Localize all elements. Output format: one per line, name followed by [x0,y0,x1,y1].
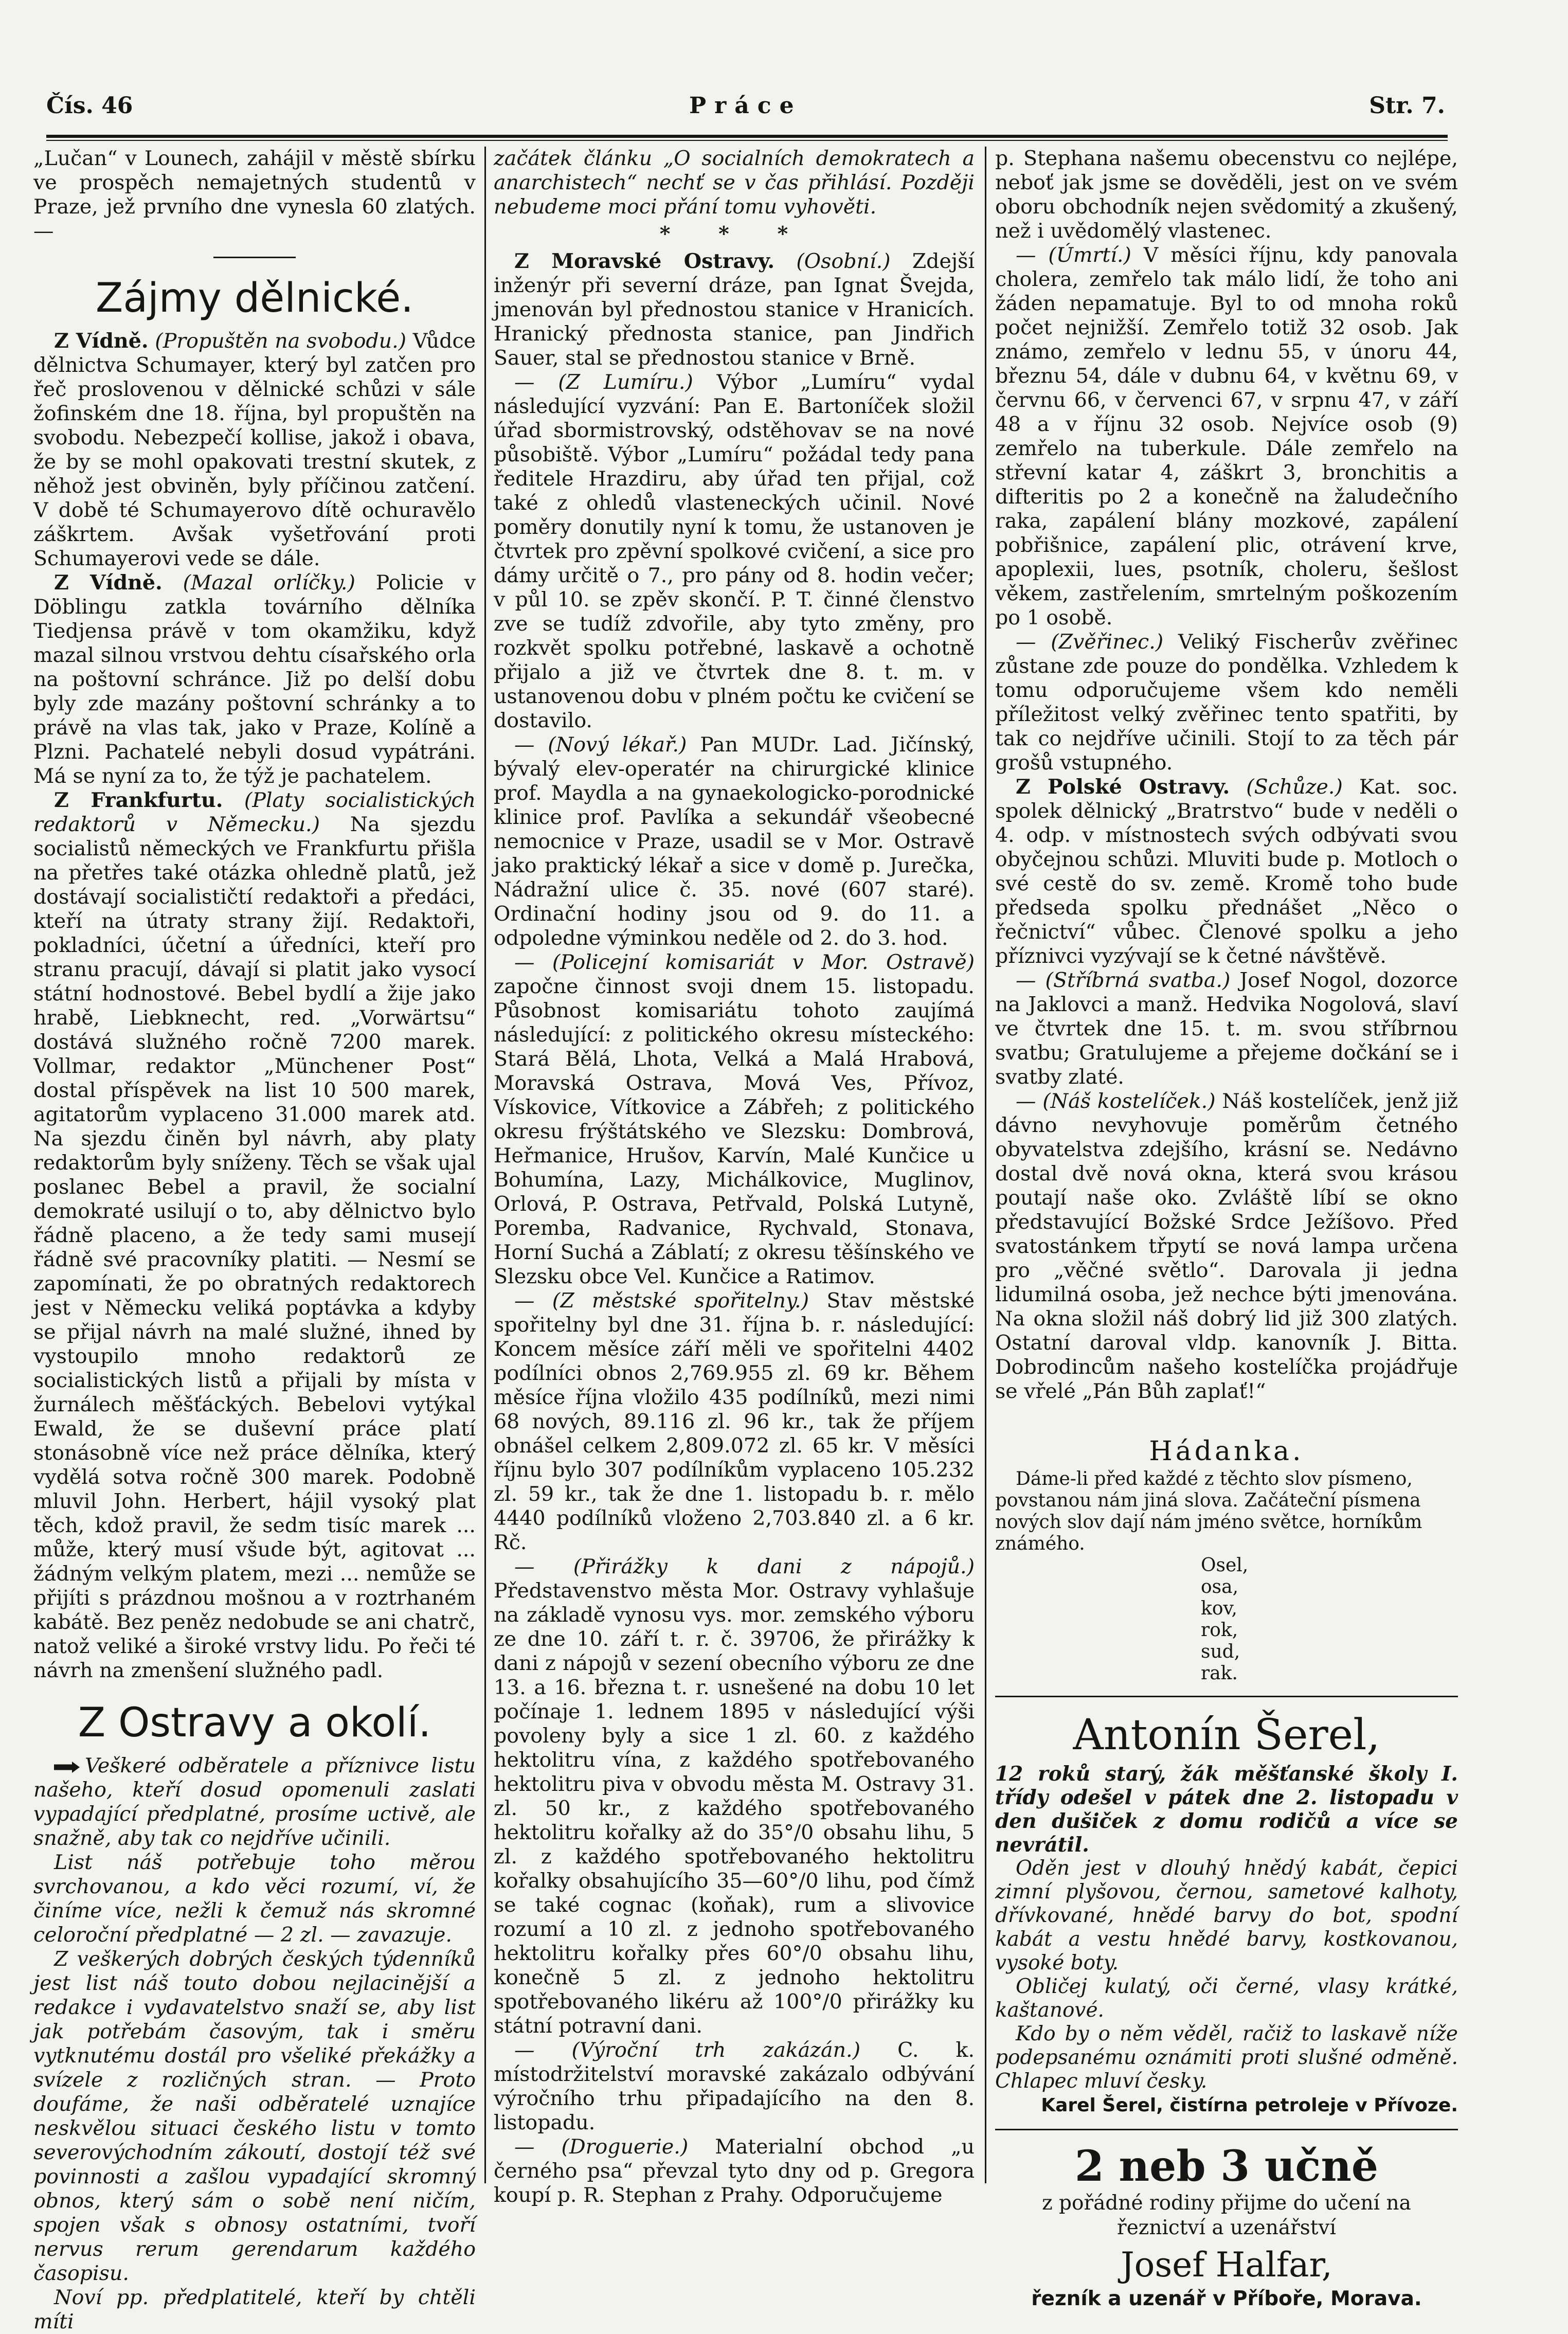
article-lumir: — (Z Lumíru.) Výbor „Lumíru“ vydal následující vyzvání: Pan E. Bartoníček složil úřad sbormistrovský, odstěhovav se na nové působiště. Výbor „Lumíru“ požádal tedy pana ředitele Hrazdiru, aby úřad ten přijal, což také z ohledů vlasteneckých učinil. Nové poměry donutily nyní k tomu, že ustanoven je čtvrtek pro zpěvní spolkové cvičení, a sice pro dámy určitě o 7., pro pány od 8. hodin večer; v půl 10. se zpěv skončí. P. T. činné členstvo zve se tudíž zdvořile, aby tyto změny, pro rozkvět spolku potřebné, laskavě a ochotně přijalo a již ve čtvrtek dne 8. t. m. v ustanovenou dobu v plném počtu ke cvičení se dostavilo. [494,370,975,732]
notice-subscribers-3: Z veškerých dobrých českých týdenníků jest list náš touto dobou nejlacinější a redakce i vydavatelstvo snaží se, aby list jak potřebám časovým, tak i směru vytknutému dostál pro všeliké překážky a svízele z rozličných stran. — Proto doufáme, že naši odběratelé uznajíce neskvělou situaci českého listu v tomto severovýchodním zákoutí, dostojí též své povinnosti a zašlou vypadající skromný obnos, který sám o sobě není ničím, spojen však s obnosy ostatními, tvoří nervus rerum gerendarum každého časopisu. [33,1947,476,2285]
notice-subscribers-2: List náš potřebuje toho měrou svrchovanou, a kdo věci rozumí, ví, že činíme více, nežli k čemuž nás skromné celoroční předplatné — 2 zl. — zavazuje. [33,1851,476,1947]
section-divider [213,257,296,258]
notice-subscribers-4: Noví pp. předplatitelé, kteří by chtěli míti [33,2286,476,2333]
notice-subscribers-1: Veškeré odběratele a příznivce listu našeho, kteří dosud opomenuli zaslati vypadající předplatné, prosíme uctivě, ale snažně, aby tak co nejdříve učinili. [33,1754,476,1850]
ad-missing-contact: Kdo by o něm věděl, račiž to laskavě níže podepsanému oznámiti proti slušné odměně. Chlapec mluví česky. [995,2022,1458,2093]
page-number: Str. 7. [1369,93,1445,119]
newspaper-title: Práce [689,93,802,119]
column-divider [484,147,486,2183]
article-continuation: „Lučan“ v Lounech, zahájil v městě sbírku ve prospěch nemajetných studentů v Praze, jež prvního dne vynesla 60 zlatých. — [33,147,476,243]
ad-missing-clothing: Oděn jest v dlouhý hnědý kabát, čepici zimní plyšovou, černou, sametové kalhoty, dřívkované, hnědé barvy do bot, spodní kabát a vestu hnědé barvy, kostkovanou, vysoké boty. [995,1857,1458,1974]
article-novy-lekar: — (Nový lékař.) Pan MUDr. Lad. Jičínský, bývalý elev-operatér na chirurgické klinice prof. Maydla a na gynaekologicko-porodnické klinice prof. Pavlíka a sekundář všeobecné nemocnice v Praze, usadil se v Mor. Ostravě jako praktický lékař a sice v domě p. Jurečka, Nádražní ulice č. 35. nové (607 staré). Ordinační hodiny jsou od 9. do 11. a odpoledne výminkou neděle od 2. do 3. hod. [494,733,975,950]
page-header [46,93,1445,129]
riddle-word: osa, [1201,1576,1239,1597]
riddle-word: rok, [1201,1620,1238,1641]
article-umrti: — (Úmrtí.) V měsíci říjnu, kdy panovala cholera, zemřelo tak málo lidí, že toho ani žáden nepamatuje. Byl to od mnoha roků počet nejnižší. Zemřelo totiž 32 osob. Jak známo, zemřelo v lednu 55, v únoru 44, březnu 54, dále v dubnu 64, v květnu 69, v červnu 66, v červenci 67, v srpnu 47, v září 48 a v říjnu 32 osob. Nejvíce osob (9) zemřelo na tuberkule. Dále zemřelo na střevní katar 4, záškrt 3, bronchitis a difteritis po 2 a konečně na žaludečního raka, zapálení blány mozkové, zapálení pobřišnice, zapálení plic, otrávení krve, apoplexii, lues, psotník, choleru, šešlost věkem, zastřelením, smrtelným poškozením po 1 osobě. [995,243,1458,630]
header-rule [46,135,1448,138]
ad-apprentice-name: Josef Halfar, [1121,2245,1332,2285]
article-polska-ostrava: Z Polské Ostravy. (Schůze.) Kat. soc. spolek dělnický „Bratrstvo“ bude v neděli o 4. odp. v místnostech svých odbývati svou obyčejnou schůzi. Mluviti bude p. Motloch o své cestě do sv. země. Kromě toho bude předseda spolku přednášet „Něco o řečnictví“ vůbec. Členové spolku a jeho příznivci vyzývají se k četné návštěvě. [995,775,1458,968]
article-kostelicek: — (Náš kostelíček.) Náš kostelíček, jenž již dávno nevyhovuje poměrům četného obyvatelstva zdejšího, krásní se. Nedávno dostal dvě nová okna, která svou krásou poutají naše oko. Zvláště líbí se okno představující Božské Srdce Ježíšovo. Před svatostánkem třpytí se nová lampa určena pro „věčné světlo“. Darovala ji jedna lidumilná osoba, jež nechce býti jmenována. Na okna složil náš dobrý lid již 300 zlatých. Ostatní daroval vldp. kanovník J. Bitta. Dobrodincům našeho kostelíčka projádřuje se vřelé „Pán Bůh zaplať!“ [995,1089,1458,1403]
article-osobni: Z Moravské Ostravy. (Osobní.) Zdejší inženýr při severní dráze, pan Ignat Švejda, jmenován byl přednostou stanice v Hranicích. Hranický přednosta stanice, pan Jindřich Sauer, stal se přednostou stanice v Brně. [494,249,975,370]
section-title-ostrava: Z Ostravy a okolí. [78,1700,431,1746]
article-svatba: — (Stříbrná svatba.) Josef Nogol, dozorce na Jaklovci a manž. Hedvika Nogolová, slaví ve čtvrtek dne 15. t. m. svou stříbrnou svatbu; Gratulujeme a přejeme dočkání se i svatby zlaté. [995,968,1458,1089]
column-3 [995,147,1458,2311]
separator-stars: * * * [659,222,809,246]
ad-apprentice-text: z pořádné rodiny přijme do učení na řeznictví a uzenářství [1042,2192,1411,2239]
article-vienna-1: Z Vídně. (Propuštěn na svobodu.) Vůdce dělnictva Schumayer, který byl zatčen pro řeč proslovenou v dělnické schůzi v sále žofinském dne 18. října, byl propuštěn na svobodu. Nebezpečí kollise, jakož i obava, že by se mohl opakovati trestní skutek, z něhož jest obviněn, byly příčinou zatčení. V době té Schumayerovo dítě ochuravělo záškrtem. Avšak vyšetřování proti Schumayerovi vede se dále. [33,329,476,570]
article-frankfurt: Z Frankfurtu. (Platy socialistických redaktorů v Německu.) Na sjezdu socialistů německých ve Frankfurtu přišla na přetřes také otázka ohledně platů, jež dostávají socialističtí redaktoři a předáci, kteří na útraty strany žijí. Redaktoři, pokladníci, účetní a úředníci, kteří pro stranu pracují, dávají si platit jako vysocí státní hodnostové. Bebel bydlí a žije jako hrabě, Liebknecht, red. „Vorwärtsu“ dostává služného ročně 7200 marek. Vollmar, redaktor „Münchener Post“ dostal příspěvek na list 10 500 marek, agitatorům vyplaceno 31.000 marek atd. Na sjezdu činěn byl návrh, aby platy redaktorům byly sníženy. Těch se však ujal poslanec Bebel a pravil, že socialní demokraté usilují o to, aby dělnictvo bylo řádně placeno, a že tedy sami musejí řádně své pracovníky platiti. — Nesmí se zapomínati, že po obratných redaktorech jest v Německu veliká poptávka a kdyby se přijal návrh na malé služné, ihned by vystoupilo mnoho redaktorů ze socialistických listů a přijali by místa v žurnálech měšťáckých. Bebelovi vytýkal Ewald, že se duševní práce platí stonásobně více než práce dělníka, který vydělá sotva ročně 300 marek. Podobně mluvil John. Herbert, hájil vysoký plat těch, kdož pravil, že sedm tisíc marek ... může, který musí všude být, agitovat ... žádným velkým platem, mezi ... nemůže se přijíti s prázdnou mošnou a v roztrhaném kabátě. Bez peněz nedobude se ani chatrč, natož veliké a široké vrstvy lidu. Po řeči té návrh na zmenšení služného padl. [33,788,476,1682]
riddle-word: rak. [1201,1663,1238,1684]
riddle-word: sud, [1201,1641,1240,1662]
ad-missing-face: Obličej kulatý, oči černé, vlasy krátké, kaštanové. [995,1975,1458,2022]
ad-missing-name: Antonín Šerel, [1073,1711,1380,1760]
article-sporitelna: — (Z městské spořitelny.) Stav městské spořitelny byl dne 31. října b. r. následující: Koncem měsíce září měli ve spořitelni 4402 podílníci obnos 2,769.955 zl. 69 kr. Během měsíce října vložilo 435 podílníků, mezi nimi 68 nových, 89.116 zl. 96 kr., tak že příjem obnášel celkem 2,809.072 zl. 65 kr. V měsíci říjnu bylo 307 podílníkům vyplaceno 105.232 zl. 59 kr., tak že dne 1. listopadu b. r. mělo 4440 podílníků vloženo 2,703.840 zl. a 6 kr. Rč. [494,1289,975,1554]
ad-missing-text: 12 roků starý, žák měšťanské školy I. třídy odešel v pátek dne 2. listopadu v den dušiček z domu rodičů a více se nevrátil. [995,1762,1458,1857]
article-droguerie: — (Droguerie.) Materialní obchod „u černého psa“ převzal tyto dny od p. Gregora koupí p. R. Stephan z Prahy. Odporučujeme [494,2135,975,2207]
article-trh: — (Výroční trh zakázán.) C. k. místodržitelství moravské zakázalo odbývání výročního trhu připadajícího na den 8. listopadu. [494,2038,975,2134]
ad-divider [995,2129,1458,2130]
column-divider [985,147,986,2183]
pointing-hand-icon [54,1762,80,1773]
riddle-word: Osel, [1201,1555,1249,1576]
ad-divider [995,1696,1458,1697]
column-1 [33,147,476,2334]
article-prirazky: — (Přirážky k dani z nápojů.) Představenstvo města Mor. Ostravy vyhlašuje na základě vynosu vys. mor. zemského výboru ze dne 10. září t. r. č. 39706, že přirážky k dani z nápojů v sezení obecního výboru ze dne 13. a 16. března t. r. usnešené na dobu 10 let počínaje 1. lednem 1895 v následující výši povoleny byly a sice 1 zl. 60. z každého hektolitru vína, z každého spotřebovaného hektolitru piva v obvodu města M. Ostravy 31. zl. 50 kr., z každého spotřebovaného hektolitru kořalky až do 35°/0 obsahu lihu, 5 zl. z každého spotřebovaného hektolitru kořalky obsahujícího 35—60°/0 lihu, pod čímž se také cognac (koňak), rum a slivovice rozumí a 10 zl. z jednoho spotřebovaného hektolitru kořalky přes 60°/0 obsahu lihu, konečně 5 zl. z jednoho hektolitru spotřebovaného likéru až 100°/0 přirážky ku státní potravní dani. [494,1555,975,2038]
article-continuation: p. Stephana našemu obecenstvu co nejlépe, neboť jak jsme se dověděli, jest on ve svém oboru obchodník nejen svědomitý a zkušený, než i uvědomělý vlastenec. [995,147,1458,243]
section-title-zajmy: Zájmy dělnické. [95,275,414,321]
notice-continuation: začátek článku „O socialních demokratech a anarchistech“ nechť se v čas přihlásí. Později nebudeme moci přání tomu vyhověti. [494,147,975,219]
riddle-word: kov, [1201,1598,1237,1619]
article-vienna-2: Z Vídně. (Mazal orlíčky.) Policie v Döblingu zatkla továrního dělníka Tiedjensa právě v tom okamžiku, když mazal silnou vrstvou dehtu císařského orla na poštovní schránce. Již po delší dobu byly zde mazány poštovní schránky a to právě na vlas tak, jako v Praze, Kolíně a Plzni. Pachatelé nebyli dosud vypátráni. Má se nyní za to, že týž je pachatelem. [33,571,476,788]
header-rule-thin [46,140,1448,141]
riddle-title: Hádanka. [1149,1436,1304,1467]
issue-number: Čís. 46 [46,93,133,119]
article-zverinec: — (Zvěřinec.) Veliký Fischerův zvěřinec zůstane zde pouze do pondělka. Vzhledem k tomu odporučujeme všem kdo neměli příležitost velký zvěřinec tento spatřiti, by tak co nejdříve učinili. Stojí to za těch pár grošů vstupného. [995,630,1458,775]
ad-apprentice-address: řezník a uzenář v Příboře, Morava. [1031,2287,1422,2310]
riddle-words [1201,1555,1458,1684]
article-komisariat: — (Policejní komisariát v Mor. Ostravě) započne činnost svoji dnem 15. listopadu. Působnost komisariátu tohoto zaujímá následující: z politického okresu místeckého: Stará Bělá, Lhota, Velká a Malá Hrabová, Moravská Ostrava, Mová Ves, Přívoz, Vískovice, Vítkovice a Zábřeh; z politického okresu frýštátského ve Slezsku: Dombrová, Heřmanice, Hrušov, Karvín, Malé Kunčice u Bohumína, Lazy, Michálkovice, Muglinov, Orlová, P. Ostrava, Petřvald, Polská Lutyně, Poremba, Radvanice, Rychvald, Stonava, Horní Suchá a Záblatí; z okresu těšínského ve Slezsku obce Vel. Kunčice a Ratimov. [494,950,975,1288]
ad-apprentice-head: 2 neb 3 učně [1074,2142,1379,2191]
ad-missing-signature: Karel Šerel, čistírna petroleje v Přívoze. [1041,2095,1458,2116]
riddle-text: Dáme-li před každé z těchto slov písmeno, povstanou nám jiná slova. Začáteční písmena nových slov dají nám jméno světce, horníkům známého. [995,1468,1422,1554]
column-2 [494,147,975,2207]
